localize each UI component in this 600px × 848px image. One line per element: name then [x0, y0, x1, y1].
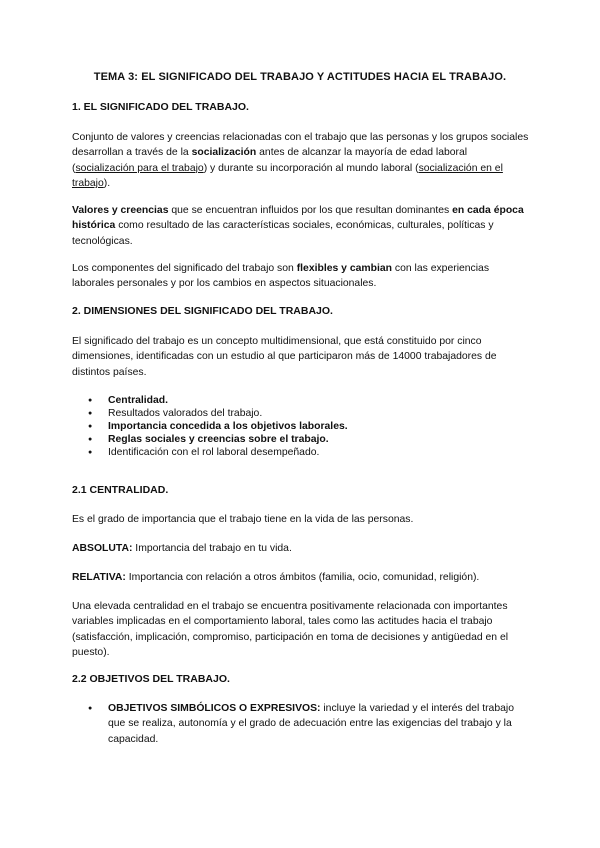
section-2-heading: 2. DIMENSIONES DEL SIGNIFICADO DEL TRABAJO. [72, 305, 333, 317]
underlined-term: socialización para el trabajo [75, 162, 204, 174]
document-title: TEMA 3: EL SIGNIFICADO DEL TRABAJO Y ACTITUDES HACIA EL TRABAJO. [93, 71, 507, 83]
section-1-paragraph-3 [72, 261, 532, 292]
absoluta-label: ABSOLUTA: [72, 543, 133, 554]
list-item: ● Identificación con el rol laboral desempeñado. [88, 446, 528, 459]
section-1-heading: 1. EL SIGNIFICADO DEL TRABAJO. [72, 101, 249, 113]
bold-term: socialización [191, 147, 257, 159]
section-2-paragraph-1: El significado del trabajo es un concepto multidimensional, que está constituido por cinco dimensiones, identificadas con un estudio al que participaron más de 14000 trabajadores de distintos países. [72, 336, 497, 378]
absoluta-line [72, 541, 532, 556]
text-run: ). [103, 178, 111, 190]
relativa-line [72, 570, 532, 585]
underlined-term: socialización en el trabajo [72, 162, 503, 190]
centralidad-definition: Es el grado de importancia que el trabajo tiene en la vida de las personas. [72, 514, 414, 525]
section-2-1-paragraph-2: Una elevada centralidad en el trabajo se encuentra positivamente relacionada con importantes variables implicadas en el comportamiento laboral, tales como las actitudes hacia el trabajo (satisfacción, implicación, compromiso, participación en toma de decisiones y antigüedad en el puesto). [72, 601, 509, 659]
relativa-label: RELATIVA: [72, 572, 126, 583]
dimensions-list [88, 394, 528, 459]
text-run: Los componentes del significado del trabajo son [72, 263, 297, 274]
bold-term: Valores y creencias [72, 205, 169, 216]
list-item: ● Resultados valorados del trabajo. [88, 407, 528, 420]
absoluta-text: Importancia del trabajo en tu vida. [132, 543, 292, 554]
list-item: ● Centralidad. [88, 394, 528, 407]
section-1-paragraph-2 [72, 203, 532, 249]
relativa-text: Importancia con relación a otros ámbitos (familia, ocio, comunidad, religión). [125, 572, 480, 583]
bold-term: flexibles y cambian [296, 263, 392, 274]
text-run: antes de alcanzar la mayoría de edad laboral ( [72, 147, 468, 174]
section-2-1-heading: 2.1 CENTRALIDAD. [72, 484, 169, 496]
list-item: ● Importancia concedida a los objetivos laborales. [88, 420, 528, 433]
list-item [88, 701, 528, 747]
objectives-list [88, 701, 528, 747]
text-run: ) y durante su incorporación al mundo laboral ( [203, 162, 419, 174]
bold-term: en cada época histórica [72, 205, 524, 232]
objective-label: OBJETIVOS SIMBÓLICOS O EXPRESIVOS: [108, 703, 321, 714]
text-run: que se encuentran influidos por los que resultan dominantes [168, 205, 453, 216]
text-run: como resultado de las características sociales, económicas, culturales, políticas y tecnológicas. [72, 220, 494, 247]
objective-text: incluye la variedad y el interés del trabajo que se realiza, autonomía y el grado de adecuación entre las exigencias del trabajo y la capacidad. [108, 703, 514, 745]
text-run: Conjunto de valores y creencias relacionadas con el trabajo que las personas y los grupos sociales desarrollan a través de la [72, 132, 529, 159]
list-item: ● Reglas sociales y creencias sobre el trabajo. [88, 433, 528, 446]
text-run: con las experiencias laborales personales y por los cambios en aspectos situacionales. [72, 263, 490, 290]
section-1-paragraph-1 [72, 130, 532, 192]
section-2-2-heading: 2.2 OBJETIVOS DEL TRABAJO. [72, 673, 230, 685]
